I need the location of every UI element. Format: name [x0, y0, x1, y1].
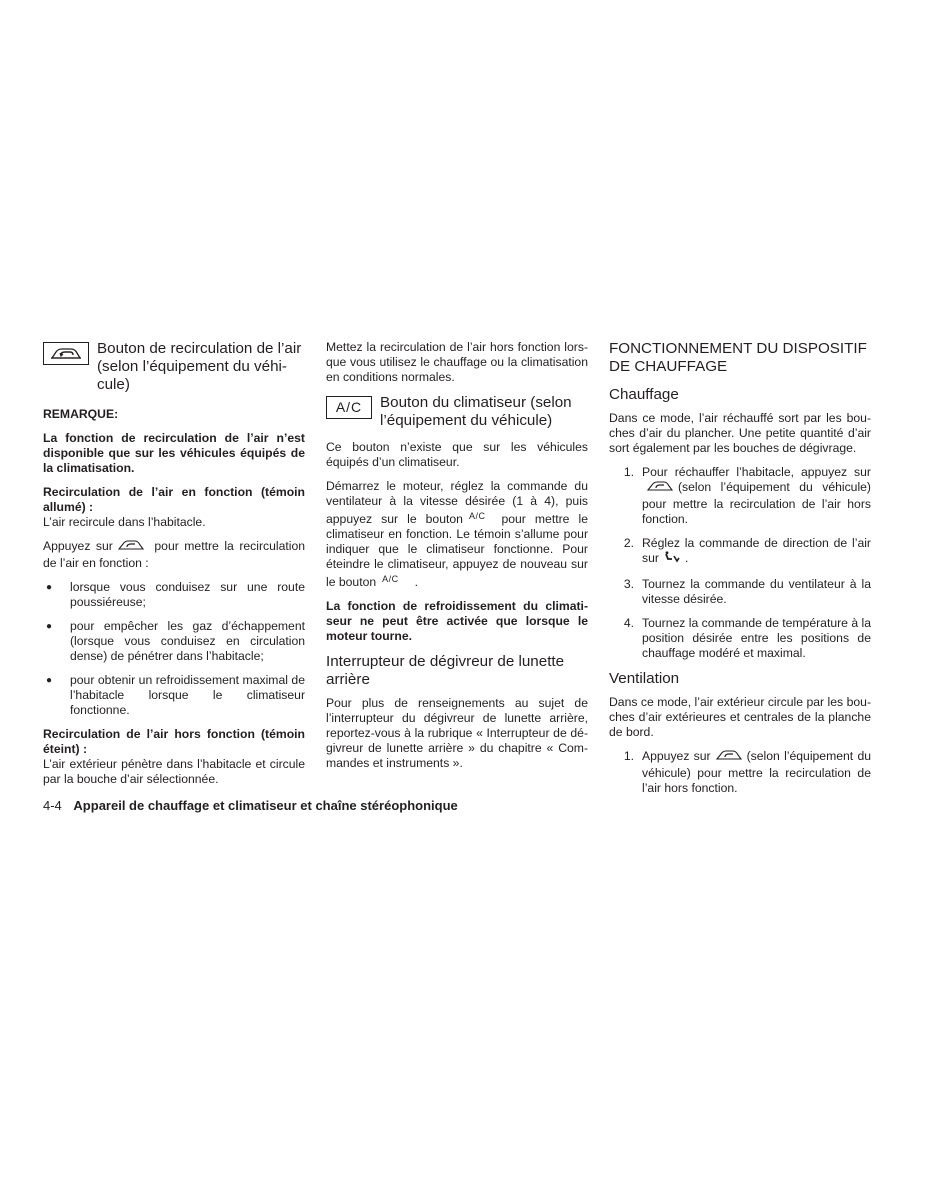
remarque-text: La fonction de recirculation de l’air n’est disponible que sur les véhicules équipés de la climatisation.: [43, 431, 305, 475]
heating-steps: [609, 465, 871, 661]
list-item: ● pour obtenir un refroidissement maximal de l’habitacle lorsque le climatiseur fonctionne.: [43, 673, 305, 718]
recirc-bullets: [43, 580, 305, 718]
recirculation-heading: [43, 340, 305, 394]
heating-text: Dans ce mode, l’air réchauffé sort par les bouches d’air du plancher. Une petite quantité d’air sort également par les bouches de dégivrage.: [609, 411, 871, 455]
ac-warning: La fonction de refroidissement du climatiseur ne peut être activée que lorsque le moteur tourne.: [326, 599, 588, 643]
ac-icon: A/C: [382, 574, 399, 584]
press-pre: Appuyez sur: [43, 539, 113, 553]
ac-heading: [326, 394, 588, 430]
bullet-icon: ●: [46, 621, 53, 632]
list-item: ● lorsque vous conduisez sur une route poussiéreuse;: [43, 580, 305, 610]
ac-icon: A/C: [468, 511, 486, 521]
recirc-off-heading: Recirculation de l’air hors fonction (témoin éteint) :: [43, 727, 305, 756]
ac-text-2: Démarrez le moteur, réglez la commande du ventilateur à la vitesse désirée (1 à 4), puis appuyez sur le bouton $^{A/C}$ pour mettre le climatiseur en fonction. Le témoin s’allume pour indiquer que le climatiseur fonctionne. Pour éteindre le climatiseur, appuyez de nouveau sur le bouton $^{A/C}$ .: [326, 479, 588, 589]
column-middle: [326, 340, 588, 780]
floor-mode-icon: [663, 551, 681, 568]
defog-text: Pour plus de renseignements au sujet de l’interrupteur du dégivreur de lunette arrière, reportez-vous à la rubrique « Interrupteur de dégivreur de lunette arrière » du chapitre « Commandes et instruments ».: [326, 696, 588, 770]
ac-text-1: Ce bouton n’existe que sur les véhicules équipés d’un climatiseur.: [326, 440, 588, 469]
recirculation-icon: [117, 539, 145, 556]
page-number: 4-4: [43, 798, 62, 813]
list-item: 3. Tournez la commande du ventilateur à la vitesse désirée.: [623, 577, 871, 606]
heating-main-title: FONCTIONNEMENT DU DISPOSITIF DE CHAUFFAGE: [609, 340, 867, 375]
column-left: [43, 340, 305, 796]
ventilation-title: Ventilation: [609, 670, 680, 687]
remarque-label: REMARQUE:: [43, 407, 119, 421]
list-item: 1. Pour réchauffer l’habitacle, appuyez sur(selon l’équipement du véhicule) pour mettre la recirculation de l’air hors fonction.: [623, 465, 871, 526]
recirc-on-text: L’air recircule dans l’habitacle.: [43, 515, 206, 529]
defog-title: Interrupteur de dégivreur de lunette arrière: [326, 653, 565, 688]
chapter-title: Appareil de chauffage et climatiseur et chaîne stéréophonique: [73, 798, 458, 813]
column-right: [609, 340, 871, 805]
bullet-icon: ●: [46, 675, 53, 686]
ac-title: Bouton du climatiseur (selon l’équipement du véhicule): [380, 394, 572, 429]
recirculation-icon: [715, 749, 743, 766]
bullet-icon: ●: [46, 582, 53, 593]
recirculation-title: Bouton de recirculation de l’air (selon l’équipement du véhicule): [97, 340, 302, 393]
recirculation-icon: [646, 480, 674, 497]
recirc-off-intro: Mettez la recirculation de l’air hors fonction lorsque vous utilisez le chauffage ou la climatisation en conditions normales.: [326, 340, 588, 384]
list-item: 4. Tournez la commande de température à la position désirée entre les positions de chauffage modéré et maximal.: [623, 616, 871, 660]
ac-button-icon: A/C: [326, 396, 372, 419]
recirc-off-text: L’air extérieur pénètre dans l’habitacle et circule par la bouche d’air sélectionnée.: [43, 757, 305, 786]
ventilation-text: Dans ce mode, l’air extérieur circule par les bouches d’air extérieures et centrales de la planche de bord.: [609, 695, 871, 739]
list-item: 2. Réglez la commande de direction de l’air sur .: [609, 536, 871, 568]
heating-title: Chauffage: [609, 386, 679, 403]
press-post: pour mettre la recirculation de l’air en fonction :: [43, 539, 306, 570]
list-item: ● pour empêcher les gaz d’échappement (lorsque vous conduisez en circulation dense) de pénétrer dans l’habitacle;: [43, 619, 305, 664]
recirc-on-heading: Recirculation de l’air en fonction (témoin allumé) :: [43, 485, 305, 514]
recirc-press-text: [43, 539, 305, 571]
recirculation-button-icon: [43, 342, 89, 365]
list-item: 1. Appuyez sur (selon l’équipement du véhicule) pour mettre la recirculation de l’air hors fonction.: [623, 749, 871, 795]
ventilation-steps: [609, 749, 871, 796]
page-footer: [43, 798, 458, 814]
